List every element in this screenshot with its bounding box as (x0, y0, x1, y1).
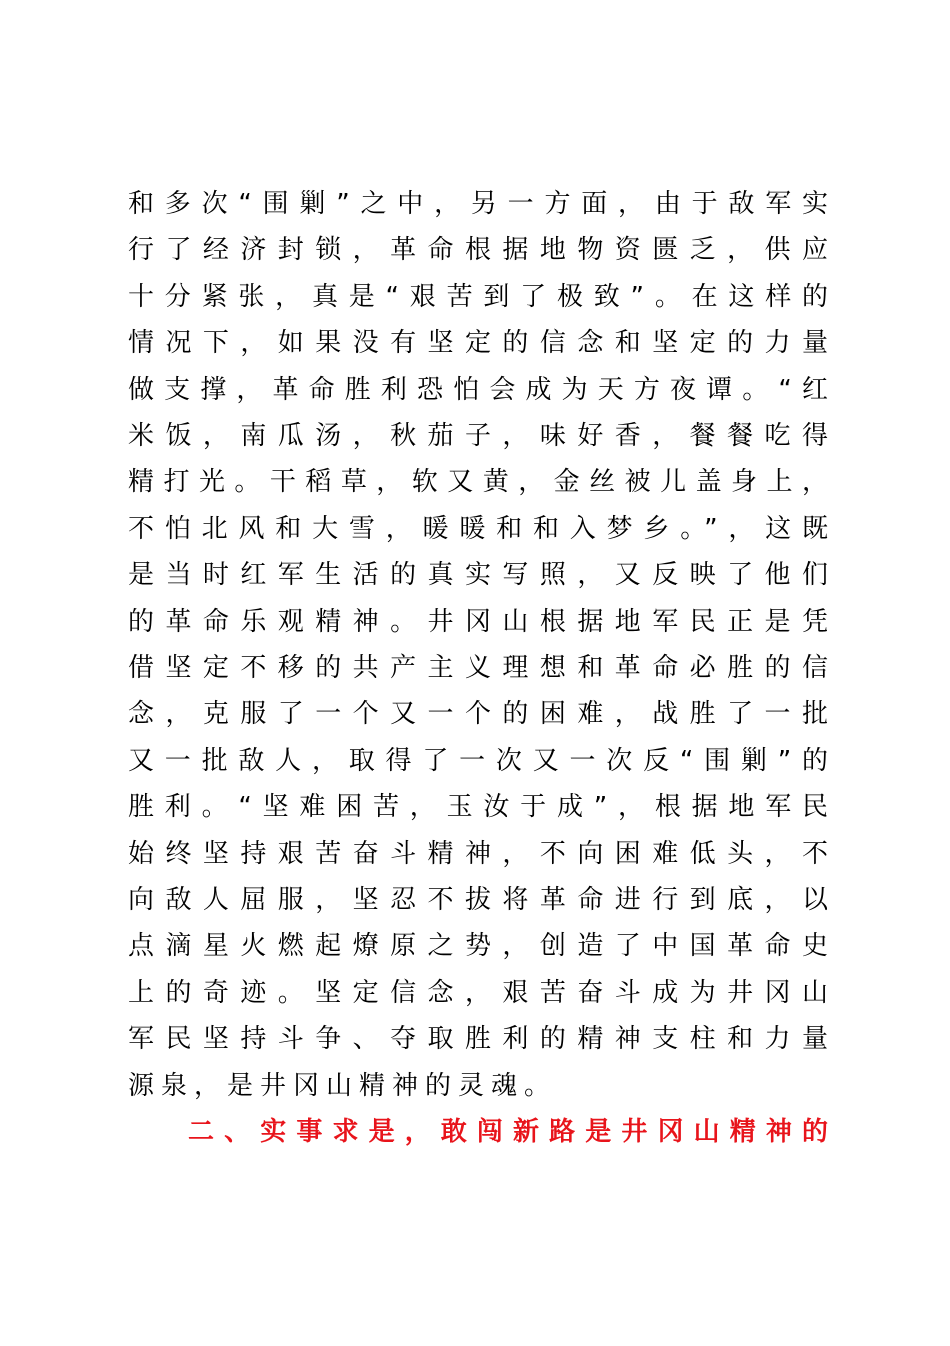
paragraph-line: 米饭，南瓜汤，秋茄子，味好香，餐餐吃得 (128, 421, 828, 451)
paragraph-line: 情况下，如果没有坚定的信念和坚定的力量 (128, 328, 828, 358)
paragraph-line: 精打光。干稻草，软又黄，金丝被儿盖身上， (128, 467, 828, 497)
paragraph-line: 胜利。“坚难困苦，玉汝于成”，根据地军民 (128, 792, 828, 822)
paragraph-line: 又一批敌人，取得了一次又一次反“围剿”的 (128, 746, 828, 776)
paragraph-line: 向敌人屈服，坚忍不拔将革命进行到底，以 (128, 885, 828, 915)
paragraph-line: 十分紧张，真是“艰苦到了极致”。在这样的 (128, 282, 828, 312)
paragraph-line: 军民坚持斗争、夺取胜利的精神支柱和力量 (128, 1024, 828, 1054)
paragraph-line: 始终坚持艰苦奋斗精神，不向困难低头，不 (128, 839, 828, 869)
paragraph-line: 不怕北风和大雪，暖暖和和入梦乡。”，这既 (128, 514, 828, 544)
paragraph-line: 上的奇迹。坚定信念，艰苦奋斗成为井冈山 (128, 978, 828, 1008)
paragraph-line: 做支撑，革命胜利恐怕会成为天方夜谭。“红 (128, 375, 828, 405)
paragraph-line: 是当时红军生活的真实写照，又反映了他们 (128, 560, 828, 590)
paragraph-line: 和多次“围剿”之中，另一方面，由于敌军实 (128, 189, 828, 219)
paragraph-line: 借坚定不移的共产主义理想和革命必胜的信 (128, 653, 828, 683)
paragraph-line: 源泉，是井冈山精神的灵魂。 (128, 1071, 558, 1101)
paragraph-line: 点滴星火燃起燎原之势，创造了中国革命史 (128, 931, 828, 961)
paragraph-line: 的革命乐观精神。井冈山根据地军民正是凭 (128, 607, 828, 637)
paragraph-line: 行了经济封锁，革命根据地物资匮乏，供应 (128, 235, 828, 265)
section-heading: 二、实事求是，敢闯新路是井冈山精神的 (188, 1117, 828, 1147)
paragraph-line: 念，克服了一个又一个的困难，战胜了一批 (128, 699, 828, 729)
